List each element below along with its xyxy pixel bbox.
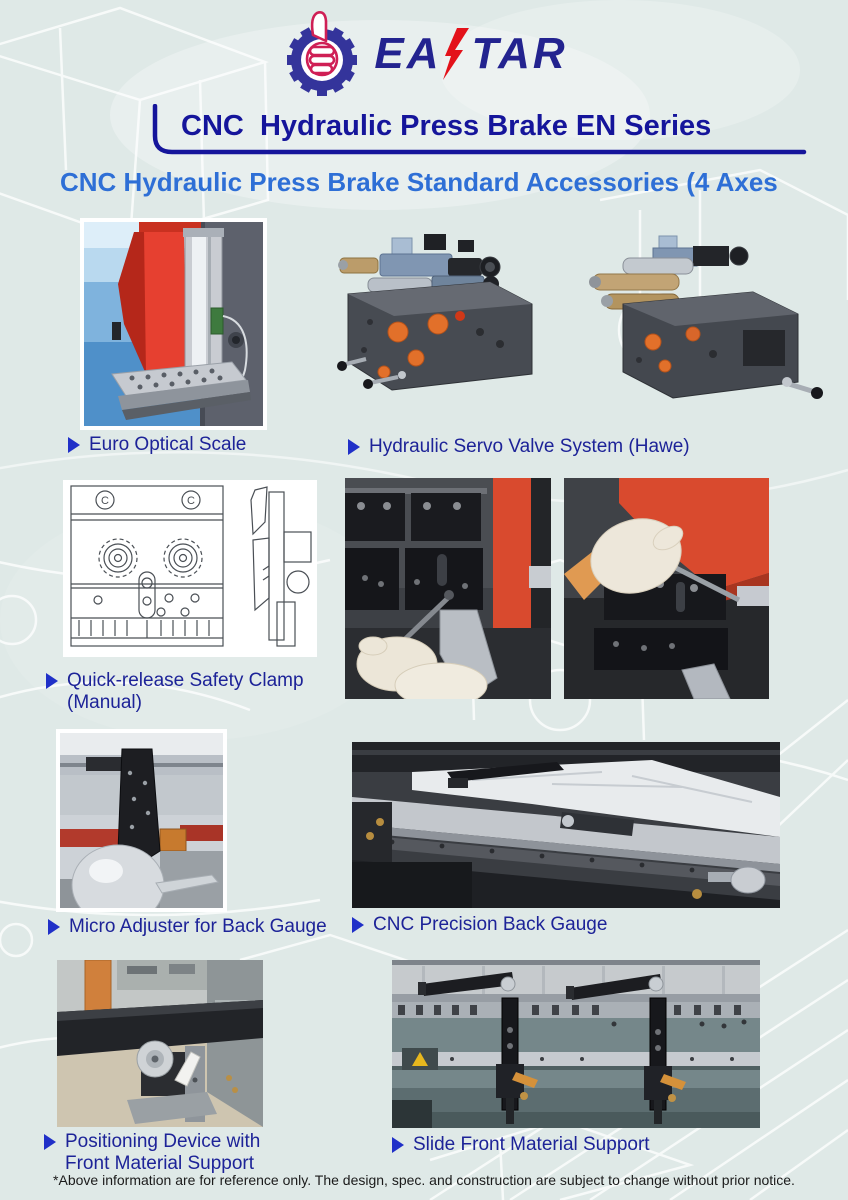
logo (0, 8, 848, 100)
footer-note: *Above information are for reference only. The design, spec. and construction are subject to change without prior notice. (53, 1172, 795, 1188)
logo-text-left: EA (374, 29, 442, 78)
back-gauge-photo (352, 742, 780, 908)
clamp-mark-left: C (101, 495, 109, 507)
caption-arrow-icon (46, 673, 58, 689)
positioning-device-photo (57, 960, 263, 1127)
safety-clamp-caption (46, 670, 304, 714)
back-gauge-caption (352, 914, 607, 936)
gear-thumbs-up-icon (280, 9, 364, 99)
clamp-installation-photo-right (564, 478, 769, 699)
logo-text (374, 28, 567, 80)
caption-text: Euro Optical Scale (89, 434, 247, 455)
page-title: CNC Hydraulic Press Brake EN Series (181, 110, 712, 142)
caption-arrow-icon (352, 917, 364, 933)
caption-text: Quick-release Safety Clamp (Manual) (67, 670, 304, 713)
servo-valve-caption (348, 436, 690, 458)
caption-text: Hydraulic Servo Valve System (Hawe) (369, 436, 690, 457)
lightning-bolt-icon (443, 28, 469, 80)
micro-adjuster-caption (48, 916, 327, 938)
caption-text: Positioning Device with Front Material Support (65, 1131, 261, 1174)
slide-support-caption (392, 1134, 650, 1156)
clamp-installation-photo-left (345, 478, 551, 699)
caption-arrow-icon (44, 1134, 56, 1150)
caption-text: Micro Adjuster for Back Gauge (69, 916, 327, 937)
euro-optical-scale-caption (68, 434, 246, 456)
safety-clamp-drawing (63, 480, 317, 657)
micro-adjuster-photo (56, 729, 227, 912)
clamp-mark-right: C (187, 495, 195, 507)
positioning-device-caption (44, 1131, 260, 1175)
page-subtitle: CNC Hydraulic Press Brake Standard Accessories (4 Axes (60, 167, 778, 197)
caption-text: CNC Precision Back Gauge (373, 914, 608, 935)
logo-text-right: TAR (471, 29, 568, 78)
caption-arrow-icon (48, 919, 60, 935)
caption-text: Slide Front Material Support (413, 1134, 650, 1155)
caption-arrow-icon (68, 437, 80, 453)
caption-arrow-icon (348, 439, 360, 455)
caption-arrow-icon (392, 1137, 404, 1153)
servo-valve-photo (335, 220, 830, 422)
euro-optical-scale-photo (80, 218, 267, 430)
slide-support-photo (392, 960, 760, 1128)
